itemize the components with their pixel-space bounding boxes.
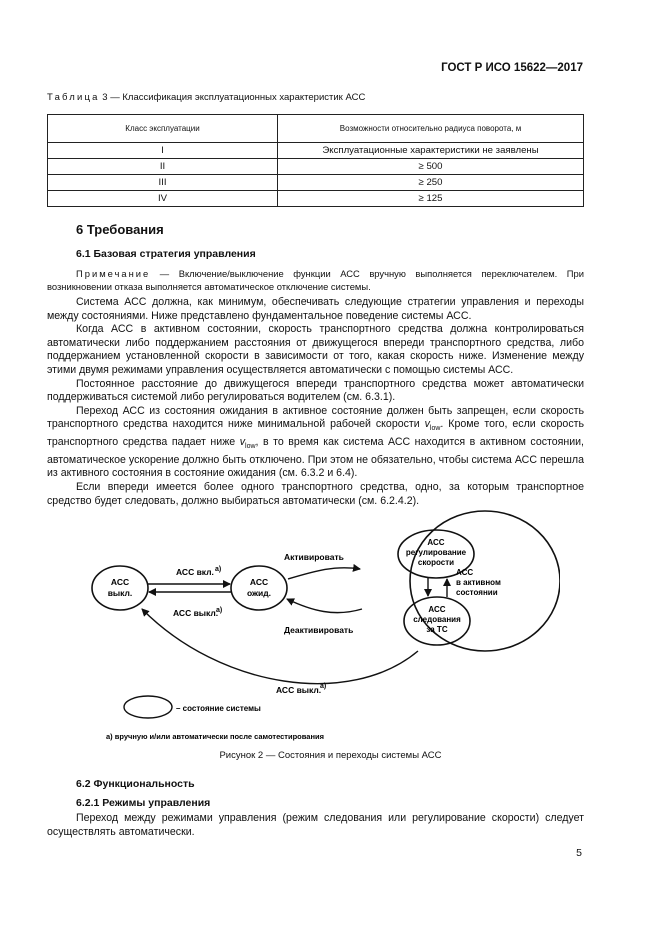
- table-cell: I: [48, 143, 278, 159]
- paragraph: Если впереди имеется более одного транспортного средства, одно, за которым транспортное средство будет следовать, должно выбираться автоматически (см. 6.2.4.2).: [47, 480, 584, 507]
- state-speed-label: регулирование: [405, 548, 467, 557]
- text-run: . Кроме того, если скорость транспортного средства падает ниже: [47, 418, 584, 449]
- note-paragraph: [47, 267, 584, 293]
- paragraph: Постоянное расстояние до движущегося впереди транспортного средства может автоматически поддерживаться системой либо регулироваться водителем (см. 6.3.1).: [47, 377, 584, 404]
- body-text: [47, 296, 584, 508]
- table-row: [48, 159, 584, 175]
- subsection-title: 6.1 Базовая стратегия управления: [76, 248, 256, 260]
- state-standby-label: ожид.: [246, 588, 272, 598]
- table-row: [48, 143, 584, 159]
- body-text-2: [47, 812, 584, 839]
- activate-label: Активировать: [284, 552, 344, 562]
- footnote-mark: а): [216, 607, 223, 614]
- table-caption: [47, 92, 365, 103]
- footnote-mark: а): [320, 683, 327, 690]
- table-header-cell: Класс эксплуатации: [48, 115, 278, 143]
- state-standby-label: АСС: [249, 577, 269, 587]
- state-follow-label: следования: [413, 615, 461, 624]
- subsubsection-title: 6.2.1 Режимы управления: [76, 797, 211, 809]
- text-run: Переход АСС из состояния ожидания в активное состояние должен быть запрещен, если скорость транспортного средства находится ниже минимальной рабочей скорости: [47, 404, 584, 431]
- table-caption-number: 3: [102, 92, 108, 103]
- table-row: [48, 175, 584, 191]
- footnote-mark: а): [215, 566, 222, 573]
- state-off-label: АСС: [110, 577, 130, 587]
- subsection-title: 6.2 Функциональность: [76, 778, 195, 790]
- document-header: ГОСТ Р ИСО 15622—2017: [441, 62, 583, 74]
- figure-footnote: а) вручную и/или автоматически после самотестирования: [106, 732, 324, 741]
- symbol-v: v: [424, 418, 430, 431]
- table-header-row: [48, 115, 584, 143]
- text-run: , в то время как система АСС находится в активном состоянии, автоматическое ускорение должно быть отключено. При этом не обязательно, чтобы система АСС перешла из активного состояния в состояние ожидания (см. 6.3.2 и 6.4).: [47, 436, 584, 480]
- state-speed-label: скорости: [417, 558, 455, 567]
- legend-text: – состояние системы: [176, 704, 261, 713]
- state-diagram: [90, 503, 560, 743]
- table-header-cell: Возможности относительно радиуса поворота, м: [278, 115, 584, 143]
- section-title: 6 Требования: [76, 222, 164, 237]
- paragraph: Система АСС должна, как минимум, обеспечивать следующие стратегии управления и переходы между состояниями. Ниже представлено фундаментальное поведение системы АСС.: [47, 296, 584, 322]
- arrow-activate: [288, 568, 360, 579]
- note-text: — Включение/выключение функции АСС вручную выполняется переключателем. При возникновении отказа выполняется автоматическое отключение системы.: [47, 268, 584, 292]
- table-cell: IV: [48, 191, 278, 207]
- table-caption-text: — Классификация эксплуатационных характеристик АСС: [110, 92, 366, 103]
- page-number: 5: [576, 847, 582, 859]
- active-state-label: в активном: [456, 578, 501, 587]
- paragraph: Переход между режимами управления (режим следования или регулирование скорости) следует осуществлять автоматически.: [47, 812, 584, 838]
- state-follow-label: АСС: [428, 605, 446, 614]
- arrow-deactivate: [287, 599, 362, 613]
- acc-off-label-bottom: АСС выкл.: [276, 685, 322, 695]
- state-speed-label: АСС: [427, 538, 445, 547]
- note-label: Примечание: [76, 268, 151, 279]
- table-cell: III: [48, 175, 278, 191]
- classification-table: [47, 114, 584, 207]
- state-follow-label: за ТС: [426, 625, 448, 634]
- table-cell: ≥ 125: [278, 191, 584, 207]
- acc-on-label: АСС вкл.: [176, 567, 214, 577]
- arrow-active-off: [142, 609, 418, 684]
- table-cell: II: [48, 159, 278, 175]
- table-cell: ≥ 500: [278, 159, 584, 175]
- paragraph: Когда АСС в активном состоянии, скорость транспортного средства должна контролироваться автоматически либо поддержанием расстояния от движущегося впереди транспортного средства, либо поддержанием установленной скорости в зависимости от того, какая скорость ниже. Изменение между этими двумя режимами управления осуществляется автоматически с помощью системы АСС.: [47, 323, 584, 376]
- table-caption-label: Таблица: [47, 92, 100, 103]
- symbol-v: v: [239, 436, 246, 449]
- active-state-label: АСС: [456, 568, 474, 577]
- figure-caption: Рисунок 2 — Состояния и переходы системы АСС: [219, 750, 442, 761]
- table-cell: Эксплуатационные характеристики не заявлены: [278, 143, 584, 159]
- state-off-label: выкл.: [107, 588, 133, 598]
- symbol-sub: low: [429, 425, 441, 433]
- active-state-label: состоянии: [456, 588, 498, 597]
- deactivate-label: Деактивировать: [284, 625, 354, 635]
- symbol-sub: low: [245, 443, 256, 451]
- acc-off-label: АСС выкл.: [173, 608, 219, 618]
- table-row: [48, 191, 584, 207]
- table-cell: ≥ 250: [278, 175, 584, 191]
- legend-state-symbol: [124, 696, 172, 718]
- paragraph-vlow: [47, 405, 584, 481]
